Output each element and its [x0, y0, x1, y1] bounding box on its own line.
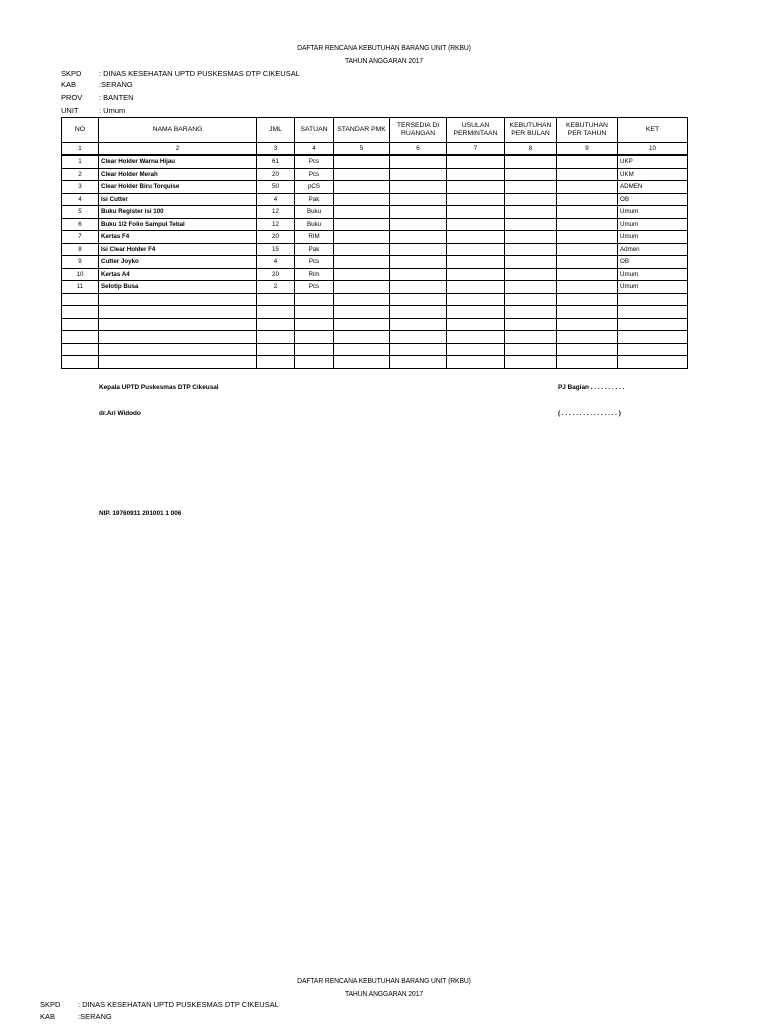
empty-cell	[447, 343, 505, 356]
cell-no: 9	[62, 256, 99, 269]
cell-kebutuhan-tahun	[557, 281, 618, 294]
empty-cell	[257, 331, 295, 344]
cell-tersedia	[390, 218, 447, 231]
cell-tersedia	[390, 231, 447, 244]
cell-jml: 4	[257, 256, 295, 269]
cell-usulan	[447, 243, 505, 256]
header-nama-barang: NAMA BARANG	[99, 118, 257, 143]
document-meta	[61, 69, 461, 119]
meta-row-prov	[61, 93, 461, 103]
cell-no: 2	[62, 168, 99, 181]
empty-cell	[447, 331, 505, 344]
cell-no: 6	[62, 218, 99, 231]
empty-cell	[62, 356, 99, 369]
cell-satuan: Pcs	[295, 155, 334, 168]
cell-usulan	[447, 268, 505, 281]
cell-usulan	[447, 281, 505, 294]
cell-nama-barang: Selotip Busa	[99, 281, 257, 294]
cell-no: 5	[62, 206, 99, 219]
cell-tersedia	[390, 193, 447, 206]
header-kebutuhan-tahun: KEBUTUHAN PER TAHUN	[557, 118, 618, 143]
cell-tersedia	[390, 256, 447, 269]
empty-cell	[334, 318, 390, 331]
cell-jml: 4	[257, 193, 295, 206]
cell-tersedia	[390, 155, 447, 168]
cell-usulan	[447, 193, 505, 206]
cell-kebutuhan-bulan	[505, 181, 557, 194]
document-subtitle: TAHUN ANGGARAN 2017	[344, 56, 424, 65]
document2-title: DAFTAR RENCANA KEBUTUHAN BARANG UNIT (RKBU)	[297, 976, 471, 985]
meta-value: : BANTEN	[99, 93, 134, 102]
meta-value: :SERANG	[99, 80, 133, 89]
meta-key: KAB	[61, 80, 77, 89]
cell-no: 1	[62, 155, 99, 168]
empty-cell	[505, 331, 557, 344]
meta-value: : Umum	[99, 106, 126, 115]
table-row	[62, 155, 688, 168]
cell-ket: Umum	[618, 268, 688, 281]
empty-cell	[618, 318, 688, 331]
cell-ket: OB	[618, 256, 688, 269]
cell-standar-pmk	[334, 155, 390, 168]
table-row	[62, 218, 688, 231]
cell-jml: 12	[257, 218, 295, 231]
cell-jml: 15	[257, 243, 295, 256]
meta-key: PROV	[61, 93, 83, 102]
table-row	[62, 268, 688, 281]
meta-key: SKPD	[40, 1000, 61, 1009]
cell-kebutuhan-bulan	[505, 206, 557, 219]
cell-standar-pmk	[334, 268, 390, 281]
cell-no: 3	[62, 181, 99, 194]
cell-jml: 20	[257, 268, 295, 281]
cell-standar-pmk	[334, 206, 390, 219]
table-row	[62, 168, 688, 181]
empty-cell	[390, 356, 447, 369]
header-satuan: SATUAN	[295, 118, 334, 143]
meta-key: KAB	[40, 1012, 56, 1021]
cell-standar-pmk	[334, 181, 390, 194]
cell-satuan: Pak	[295, 193, 334, 206]
empty-cell	[505, 318, 557, 331]
header-standar-pmk: STANDAR PMK	[334, 118, 390, 143]
header-jml: JML	[257, 118, 295, 143]
cell-nama-barang: Kertas A4	[99, 268, 257, 281]
empty-cell	[557, 306, 618, 319]
empty-cell	[295, 343, 334, 356]
cell-tersedia	[390, 243, 447, 256]
empty-cell	[618, 356, 688, 369]
empty-cell	[257, 343, 295, 356]
table-row	[62, 281, 688, 294]
table-header-row	[62, 118, 688, 143]
col-number: 8	[505, 143, 557, 156]
cell-kebutuhan-tahun	[557, 181, 618, 194]
empty-cell	[62, 306, 99, 319]
table-row	[62, 193, 688, 206]
empty-cell	[295, 306, 334, 319]
col-number: 9	[557, 143, 618, 156]
cell-ket: ADMEN	[618, 181, 688, 194]
cell-standar-pmk	[334, 193, 390, 206]
empty-cell	[557, 293, 618, 306]
cell-ket: Admen	[618, 243, 688, 256]
cell-satuan: pCS	[295, 181, 334, 194]
cell-nama-barang: Cutter Joyko	[99, 256, 257, 269]
table-row	[62, 256, 688, 269]
empty-cell	[447, 356, 505, 369]
meta-value: :SERANG	[78, 1012, 112, 1021]
empty-cell	[295, 331, 334, 344]
meta-key: UNIT	[61, 106, 79, 115]
cell-kebutuhan-bulan	[505, 231, 557, 244]
cell-kebutuhan-tahun	[557, 168, 618, 181]
cell-satuan: Rim	[295, 268, 334, 281]
meta-value: : DINAS KESEHATAN UPTD PUSKESMAS DTP CIKEUSAL	[99, 69, 300, 78]
cell-ket: Umum	[618, 281, 688, 294]
header-ket: KET	[618, 118, 688, 143]
empty-cell	[505, 356, 557, 369]
cell-satuan: Pcs	[295, 256, 334, 269]
meta-row-unit	[61, 106, 461, 116]
cell-jml: 12	[257, 206, 295, 219]
empty-cell	[99, 356, 257, 369]
empty-cell	[390, 306, 447, 319]
meta-key: SKPD	[61, 69, 82, 78]
empty-cell	[257, 318, 295, 331]
cell-usulan	[447, 155, 505, 168]
empty-cell	[618, 293, 688, 306]
meta-row-skpd	[40, 1000, 440, 1010]
empty-cell	[295, 356, 334, 369]
cell-no: 10	[62, 268, 99, 281]
empty-cell	[618, 331, 688, 344]
cell-nama-barang: Isi Clear Holder F4	[99, 243, 257, 256]
empty-cell	[447, 306, 505, 319]
cell-jml: 61	[257, 155, 295, 168]
cell-usulan	[447, 231, 505, 244]
cell-kebutuhan-bulan	[505, 256, 557, 269]
cell-kebutuhan-tahun	[557, 256, 618, 269]
cell-nama-barang: Clear Holder Merah	[99, 168, 257, 181]
empty-cell	[505, 293, 557, 306]
cell-jml: 20	[257, 231, 295, 244]
col-number: 6	[390, 143, 447, 156]
empty-cell	[447, 293, 505, 306]
cell-ket: Umum	[618, 231, 688, 244]
cell-kebutuhan-tahun	[557, 218, 618, 231]
cell-kebutuhan-bulan	[505, 218, 557, 231]
empty-table-row	[62, 306, 688, 319]
cell-ket: OB	[618, 193, 688, 206]
empty-cell	[295, 293, 334, 306]
cell-kebutuhan-tahun	[557, 193, 618, 206]
empty-table-row	[62, 356, 688, 369]
meta-row-skpd	[61, 69, 461, 79]
cell-ket: UKP	[618, 155, 688, 168]
empty-cell	[334, 343, 390, 356]
empty-cell	[390, 331, 447, 344]
cell-standar-pmk	[334, 243, 390, 256]
document2-subtitle: TAHUN ANGGARAN 2017	[344, 989, 424, 998]
cell-jml: 2	[257, 281, 295, 294]
empty-table-row	[62, 293, 688, 306]
cell-tersedia	[390, 181, 447, 194]
cell-kebutuhan-bulan	[505, 155, 557, 168]
empty-cell	[505, 343, 557, 356]
empty-cell	[334, 293, 390, 306]
table-row	[62, 231, 688, 244]
empty-cell	[390, 318, 447, 331]
cell-standar-pmk	[334, 218, 390, 231]
empty-cell	[618, 306, 688, 319]
rkbu-table	[61, 117, 688, 369]
col-number: 4	[295, 143, 334, 156]
cell-kebutuhan-tahun	[557, 206, 618, 219]
col-number: 5	[334, 143, 390, 156]
empty-cell	[257, 293, 295, 306]
signature-right-name: ( . . . . . . . . . . . . . . . . )	[558, 410, 621, 417]
cell-tersedia	[390, 206, 447, 219]
cell-kebutuhan-bulan	[505, 193, 557, 206]
col-number: 7	[447, 143, 505, 156]
empty-cell	[618, 343, 688, 356]
cell-kebutuhan-tahun	[557, 243, 618, 256]
cell-jml: 50	[257, 181, 295, 194]
signature-right-title: PJ Bagian . . . . . . . . . .	[558, 384, 625, 391]
empty-cell	[334, 306, 390, 319]
empty-cell	[99, 331, 257, 344]
table-row	[62, 243, 688, 256]
cell-usulan	[447, 168, 505, 181]
cell-usulan	[447, 181, 505, 194]
signature-left-name: dr.Ari Widodo	[99, 410, 141, 417]
empty-cell	[557, 331, 618, 344]
empty-cell	[62, 331, 99, 344]
cell-satuan: Buku	[295, 206, 334, 219]
empty-cell	[390, 293, 447, 306]
cell-kebutuhan-bulan	[505, 268, 557, 281]
table-row	[62, 206, 688, 219]
signature-left-nip: NIP. 19760911 201001 1 006	[99, 510, 182, 517]
cell-tersedia	[390, 281, 447, 294]
cell-standar-pmk	[334, 168, 390, 181]
header-tersedia: TERSEDIA DI RUANGAN	[390, 118, 447, 143]
cell-nama-barang: Isi Cutter	[99, 193, 257, 206]
empty-cell	[99, 318, 257, 331]
empty-cell	[62, 343, 99, 356]
cell-kebutuhan-bulan	[505, 168, 557, 181]
header-kebutuhan-bulan: KEBUTUHAN PER BULAN	[505, 118, 557, 143]
cell-satuan: Pcs	[295, 281, 334, 294]
signature-left-title: Kepala UPTD Puskesmas DTP Cikeusal	[99, 384, 219, 391]
cell-kebutuhan-tahun	[557, 268, 618, 281]
meta-row-kab	[61, 80, 461, 90]
cell-satuan: Pcs	[295, 168, 334, 181]
empty-table-row	[62, 318, 688, 331]
cell-kebutuhan-bulan	[505, 281, 557, 294]
empty-cell	[99, 306, 257, 319]
cell-no: 7	[62, 231, 99, 244]
empty-cell	[99, 293, 257, 306]
table-row	[62, 181, 688, 194]
col-number: 2	[99, 143, 257, 156]
cell-kebutuhan-tahun	[557, 231, 618, 244]
empty-table-row	[62, 331, 688, 344]
empty-cell	[557, 356, 618, 369]
cell-kebutuhan-tahun	[557, 155, 618, 168]
document-title: DAFTAR RENCANA KEBUTUHAN BARANG UNIT (RKBU)	[297, 43, 471, 52]
cell-no: 8	[62, 243, 99, 256]
col-number: 1	[62, 143, 99, 156]
empty-cell	[334, 356, 390, 369]
empty-cell	[334, 331, 390, 344]
cell-nama-barang: Kertas F4	[99, 231, 257, 244]
cell-ket: UKM	[618, 168, 688, 181]
cell-kebutuhan-bulan	[505, 243, 557, 256]
cell-no: 11	[62, 281, 99, 294]
cell-satuan: Pak	[295, 243, 334, 256]
header-no: NO	[62, 118, 99, 143]
meta-row-kab	[40, 1012, 440, 1022]
cell-ket: Umum	[618, 206, 688, 219]
meta-value: : DINAS KESEHATAN UPTD PUSKESMAS DTP CIKEUSAL	[78, 1000, 279, 1009]
col-number: 3	[257, 143, 295, 156]
cell-standar-pmk	[334, 231, 390, 244]
cell-standar-pmk	[334, 281, 390, 294]
empty-cell	[557, 343, 618, 356]
empty-cell	[99, 343, 257, 356]
header-usulan: USULAN PERMINTAAN	[447, 118, 505, 143]
cell-satuan: RIM	[295, 231, 334, 244]
empty-cell	[257, 306, 295, 319]
cell-no: 4	[62, 193, 99, 206]
empty-cell	[390, 343, 447, 356]
empty-cell	[505, 306, 557, 319]
cell-tersedia	[390, 168, 447, 181]
cell-nama-barang: Buku 1/2 Folio Sampul Tebal	[99, 218, 257, 231]
cell-jml: 20	[257, 168, 295, 181]
column-number-row	[62, 143, 688, 156]
cell-ket: Umum	[618, 218, 688, 231]
document2-meta	[40, 1000, 440, 1024]
col-number: 10	[618, 143, 688, 156]
cell-usulan	[447, 206, 505, 219]
cell-satuan: Buku	[295, 218, 334, 231]
cell-nama-barang: Buku Register isi 100	[99, 206, 257, 219]
cell-standar-pmk	[334, 256, 390, 269]
empty-cell	[557, 318, 618, 331]
cell-tersedia	[390, 268, 447, 281]
empty-cell	[447, 318, 505, 331]
cell-nama-barang: Clear Holder Biru Torquise	[99, 181, 257, 194]
empty-cell	[257, 356, 295, 369]
empty-cell	[62, 293, 99, 306]
empty-cell	[62, 318, 99, 331]
cell-usulan	[447, 218, 505, 231]
cell-usulan	[447, 256, 505, 269]
cell-nama-barang: Clear Holder Warna Hijau	[99, 155, 257, 168]
empty-table-row	[62, 343, 688, 356]
empty-cell	[295, 318, 334, 331]
